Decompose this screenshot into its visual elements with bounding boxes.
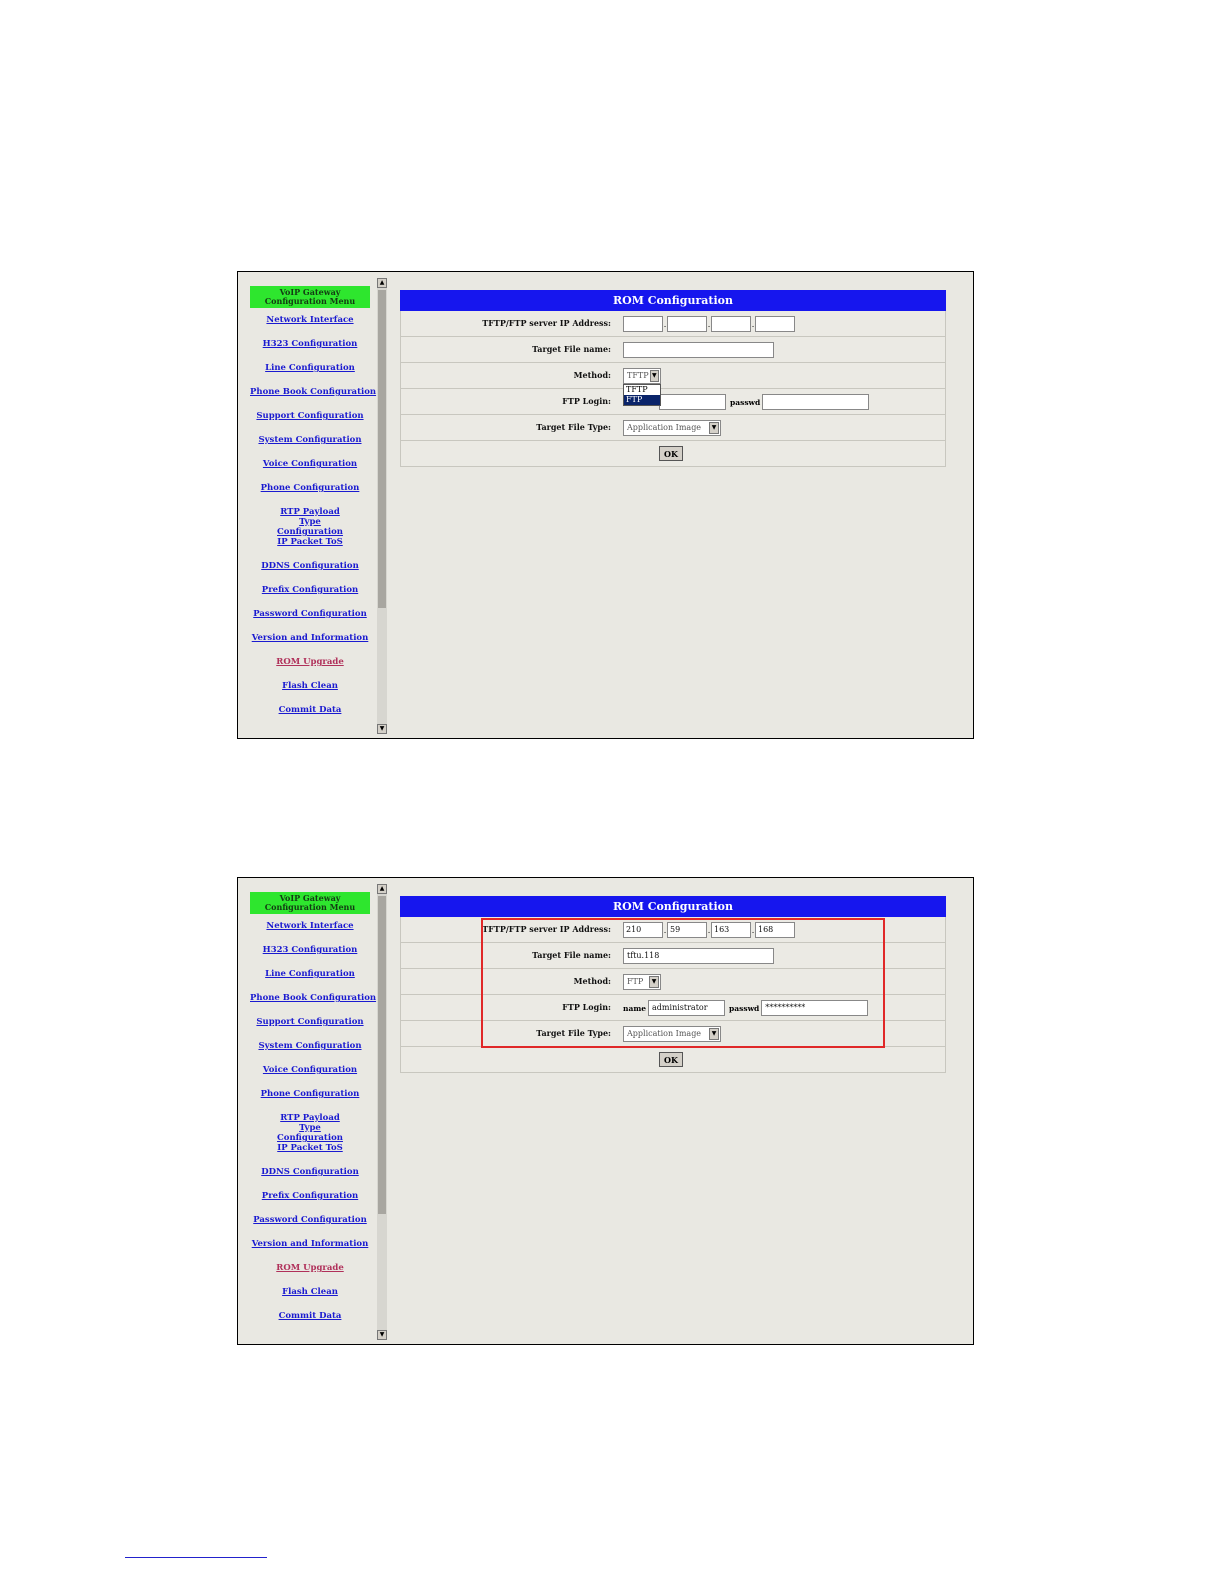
ip-address-row: TFTP/FTP server IP Address: . . . — [400, 311, 946, 337]
name-label: name — [623, 1003, 647, 1013]
menu-item-phone-configuration[interactable]: Phone Configuration — [260, 483, 360, 493]
file-type-row — [400, 1021, 946, 1047]
menu-item-rtp-payload-type[interactable]: RTP Payload Type Configuration — [277, 507, 343, 537]
menu-item-rtp-payload-type[interactable]: RTP Payload Type Configuration — [277, 1113, 343, 1143]
menu-item-phone-book-configuration[interactable]: Phone Book Configuration — [250, 387, 377, 397]
config-menu-sidebar — [250, 286, 377, 731]
ok-button[interactable]: OK — [659, 1052, 683, 1067]
menu-item-system-configuration[interactable]: System Configuration — [258, 1041, 362, 1051]
passwd-label: passwd — [730, 397, 761, 407]
method-option-ftp[interactable]: FTP — [624, 395, 660, 405]
file-type-select-value: Application Image — [627, 423, 702, 432]
menu-item-support-configuration[interactable]: Support Configuration — [256, 411, 364, 421]
file-name-label: Target File name: — [532, 950, 611, 960]
method-select-value: FTP — [627, 977, 644, 986]
menu-item-commit-data[interactable]: Commit Data — [278, 1311, 342, 1321]
chevron-down-icon[interactable]: ▼ — [650, 370, 659, 382]
ip-address-label: TFTP/FTP server IP Address: — [482, 924, 611, 934]
ok-row — [400, 1047, 946, 1073]
menu-item-flash-clean[interactable]: Flash Clean — [282, 1287, 338, 1297]
screenshot-rom-config-filled — [237, 877, 974, 1345]
scroll-down-icon[interactable]: ▼ — [377, 724, 387, 734]
ip-octet-2-input[interactable]: 59 — [667, 922, 707, 938]
ok-row — [400, 441, 946, 467]
method-select[interactable] — [623, 368, 661, 384]
login-name-input[interactable] — [659, 394, 726, 410]
login-name-input[interactable]: administrator — [648, 1000, 725, 1016]
passwd-input[interactable]: ********** — [761, 1000, 868, 1016]
method-label: Method: — [573, 370, 611, 380]
menu-item-system-configuration[interactable]: System Configuration — [258, 435, 362, 445]
sidebar-scrollbar[interactable] — [377, 884, 387, 1340]
method-dropdown-list — [623, 384, 661, 406]
ip-address-row: TFTP/FTP server IP Address: 210 . 59 . 163 . 168 — [400, 917, 946, 943]
scroll-down-icon[interactable]: ▼ — [377, 1330, 387, 1340]
ip-address-label: TFTP/FTP server IP Address: — [482, 318, 611, 328]
menu-item-password-configuration[interactable]: Password Configuration — [253, 1215, 367, 1225]
passwd-label: passwd — [729, 1003, 760, 1013]
menu-item-prefix-configuration[interactable]: Prefix Configuration — [261, 585, 359, 595]
file-name-label: Target File name: — [532, 344, 611, 354]
scroll-thumb[interactable] — [378, 896, 386, 1214]
form-header: ROM Configuration — [400, 896, 946, 917]
rom-configuration-form — [400, 290, 946, 467]
menu-item-voice-configuration[interactable]: Voice Configuration — [262, 1065, 358, 1075]
ftp-login-row — [400, 389, 946, 415]
menu-item-ddns-configuration[interactable]: DDNS Configuration — [261, 1167, 359, 1177]
menu-item-rom-upgrade[interactable]: ROM Upgrade — [276, 657, 344, 667]
menu-item-network-interface[interactable]: Network Interface — [266, 921, 354, 931]
config-menu-sidebar — [250, 892, 377, 1337]
menu-item-phone-configuration[interactable]: Phone Configuration — [260, 1089, 360, 1099]
method-select[interactable] — [623, 974, 661, 990]
ok-button[interactable]: OK — [659, 446, 683, 461]
file-type-select-value: Application Image — [627, 1029, 702, 1038]
file-type-row — [400, 415, 946, 441]
ip-octet-3-input[interactable] — [711, 316, 751, 332]
menu-item-version-and-information[interactable]: Version and Information — [251, 633, 369, 643]
method-row — [400, 969, 946, 995]
ip-octet-1-input[interactable]: 210 — [623, 922, 663, 938]
menu-item-flash-clean[interactable]: Flash Clean — [282, 681, 338, 691]
form-header: ROM Configuration — [400, 290, 946, 311]
chevron-down-icon[interactable]: ▼ — [649, 976, 659, 988]
footnote-separator-line — [125, 1557, 267, 1558]
file-type-select[interactable] — [623, 1026, 721, 1042]
ftp-login-label: FTP Login: — [562, 1002, 611, 1012]
menu-item-version-and-information[interactable]: Version and Information — [251, 1239, 369, 1249]
ip-octet-4-input[interactable] — [755, 316, 795, 332]
menu-item-voice-configuration[interactable]: Voice Configuration — [262, 459, 358, 469]
chevron-down-icon[interactable]: ▼ — [709, 422, 719, 434]
menu-item-ip-packet-tos[interactable]: IP Packet ToS — [277, 537, 343, 547]
file-type-label: Target File Type: — [536, 1028, 611, 1038]
sidebar-scrollbar[interactable] — [377, 278, 387, 734]
menu-title: VoIP Gateway Configuration Menu — [250, 286, 370, 308]
method-select-value: TFTP — [627, 371, 649, 380]
menu-item-password-configuration[interactable]: Password Configuration — [253, 609, 367, 619]
ip-octet-3-input[interactable]: 163 — [711, 922, 751, 938]
menu-item-prefix-configuration[interactable]: Prefix Configuration — [261, 1191, 359, 1201]
file-name-input[interactable]: tftu.118 — [623, 948, 774, 964]
menu-item-line-configuration[interactable]: Line Configuration — [265, 969, 355, 979]
chevron-down-icon[interactable]: ▼ — [709, 1028, 719, 1040]
file-name-row — [400, 943, 946, 969]
file-name-row — [400, 337, 946, 363]
menu-item-h323-configuration[interactable]: H323 Configuration — [262, 339, 358, 349]
menu-item-h323-configuration[interactable]: H323 Configuration — [262, 945, 358, 955]
file-name-input[interactable] — [623, 342, 774, 358]
menu-item-commit-data[interactable]: Commit Data — [278, 705, 342, 715]
menu-item-line-configuration[interactable]: Line Configuration — [265, 363, 355, 373]
rom-configuration-form — [400, 896, 946, 1073]
ip-octet-2-input[interactable] — [667, 316, 707, 332]
menu-title: VoIP Gateway Configuration Menu — [250, 892, 370, 914]
scroll-up-icon[interactable]: ▲ — [377, 884, 387, 894]
screenshot-rom-config-method-dropdown — [237, 271, 974, 739]
ftp-login-label: FTP Login: — [562, 396, 611, 406]
menu-item-ddns-configuration[interactable]: DDNS Configuration — [261, 561, 359, 571]
ftp-login-row — [400, 995, 946, 1021]
file-type-select[interactable] — [623, 420, 721, 436]
menu-item-network-interface[interactable]: Network Interface — [266, 315, 354, 325]
file-type-label: Target File Type: — [536, 422, 611, 432]
scroll-thumb[interactable] — [378, 290, 386, 608]
ip-octet-1-input[interactable] — [623, 316, 663, 332]
menu-item-rom-upgrade[interactable]: ROM Upgrade — [276, 1263, 344, 1273]
menu-item-support-configuration[interactable]: Support Configuration — [256, 1017, 364, 1027]
ip-octet-4-input[interactable]: 168 — [755, 922, 795, 938]
passwd-input[interactable] — [762, 394, 869, 410]
scroll-up-icon[interactable]: ▲ — [377, 278, 387, 288]
menu-item-phone-book-configuration[interactable]: Phone Book Configuration — [250, 993, 377, 1003]
menu-item-ip-packet-tos[interactable]: IP Packet ToS — [277, 1143, 343, 1153]
method-option-tftp[interactable]: TFTP — [626, 385, 648, 394]
method-label: Method: — [573, 976, 611, 986]
